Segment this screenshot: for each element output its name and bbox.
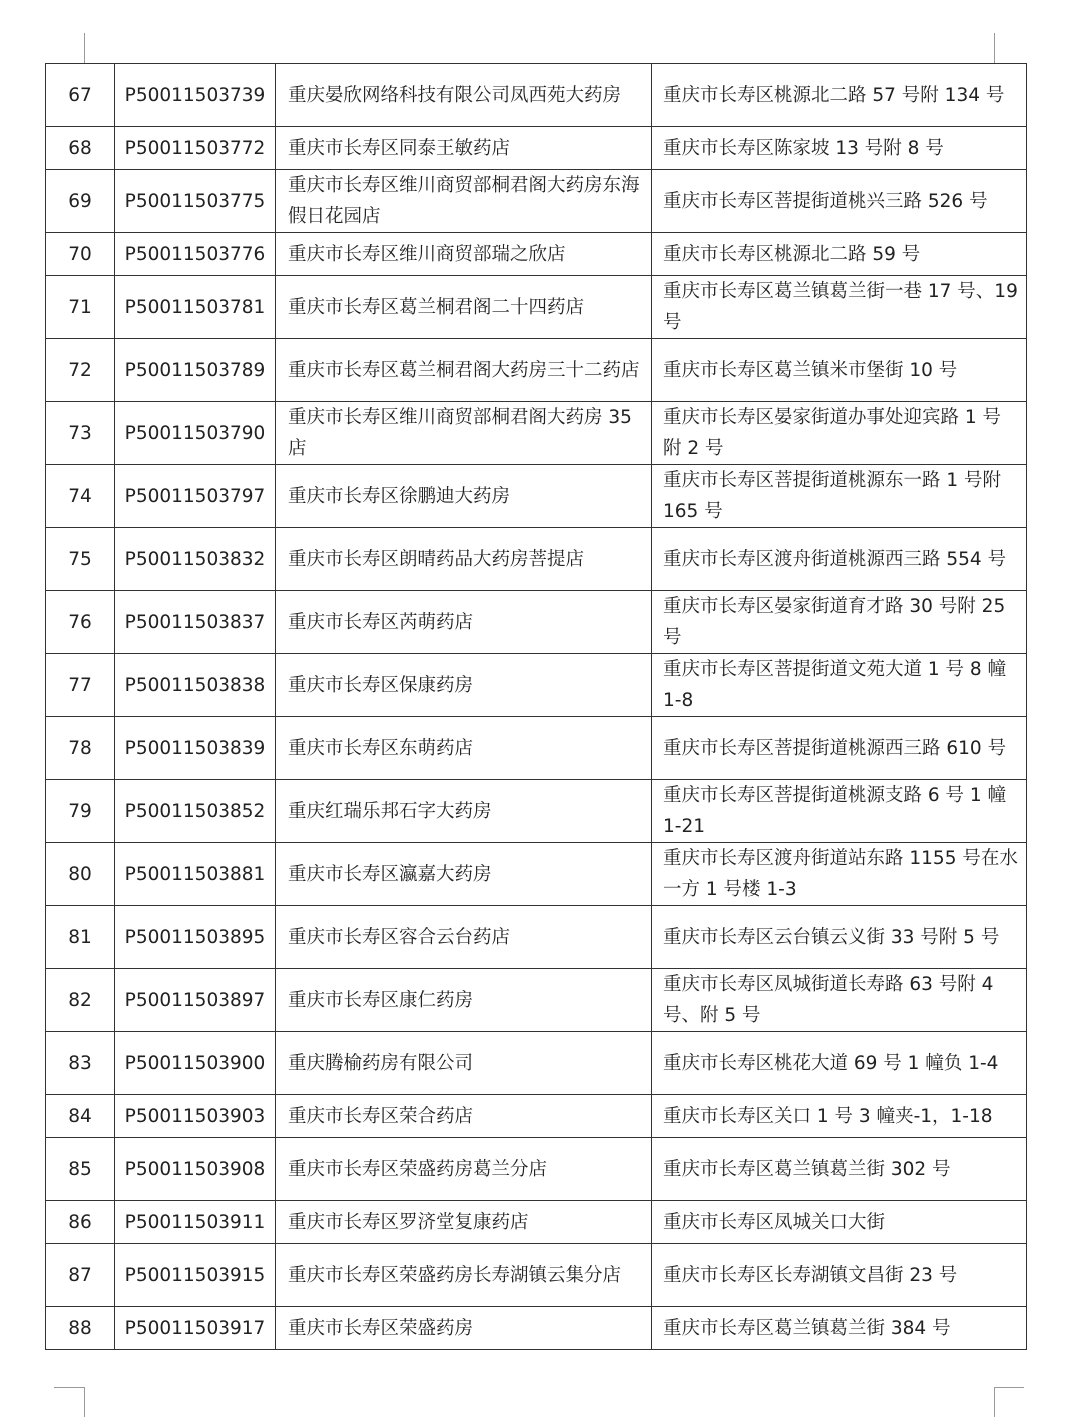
pharmacy-code-cell: P50011503837: [115, 591, 276, 654]
pharmacy-address-cell: 重庆市长寿区葛兰镇葛兰街一巷 17 号、19 号: [652, 276, 1027, 339]
pharmacy-address-cell: 重庆市长寿区关口 1 号 3 幢夹-1，1-18: [652, 1095, 1027, 1138]
pharmacy-code-cell: P50011503772: [115, 127, 276, 170]
pharmacy-address-cell: 重庆市长寿区菩提街道文苑大道 1 号 8 幢 1-8: [652, 654, 1027, 717]
pharmacy-code-cell: P50011503789: [115, 339, 276, 402]
pharmacy-code-cell: P50011503897: [115, 969, 276, 1032]
pharmacy-address-cell: 重庆市长寿区菩提街道桃源东一路 1 号附 165 号: [652, 465, 1027, 528]
pharmacy-name-cell: 重庆市长寿区荣盛药房: [276, 1307, 652, 1350]
pharmacy-name-cell: 重庆市长寿区东萌药店: [276, 717, 652, 780]
pharmacy-code-cell: P50011503775: [115, 170, 276, 233]
pharmacy-name-cell: 重庆市长寿区维川商贸部瑞之欣店: [276, 233, 652, 276]
table-row: [46, 528, 1027, 591]
table-row: [46, 1138, 1027, 1201]
pharmacy-name-cell: 重庆腾榆药房有限公司: [276, 1032, 652, 1095]
crop-mark-bottom-right-vertical: [994, 1387, 995, 1417]
pharmacy-code-cell: P50011503739: [115, 64, 276, 127]
table-row: [46, 1032, 1027, 1095]
pharmacy-name-cell: 重庆市长寿区徐鹏迪大药房: [276, 465, 652, 528]
crop-mark-bottom-right-horizontal: [994, 1387, 1024, 1388]
pharmacy-name-cell: 重庆市长寿区罗济堂复康药店: [276, 1201, 652, 1244]
pharmacy-name-cell: 重庆红瑞乐邦石字大药房: [276, 780, 652, 843]
pharmacy-name-cell: 重庆市长寿区维川商贸部桐君阁大药房东海假日花园店: [276, 170, 652, 233]
row-number-cell: 82: [46, 969, 115, 1032]
table-row: [46, 843, 1027, 906]
table-row: [46, 1095, 1027, 1138]
pharmacy-address-cell: 重庆市长寿区桃花大道 69 号 1 幢负 1-4: [652, 1032, 1027, 1095]
crop-mark-top-right-vertical: [994, 33, 995, 63]
pharmacy-address-cell: 重庆市长寿区渡舟街道站东路 1155 号在水一方 1 号楼 1-3: [652, 843, 1027, 906]
pharmacy-name-cell: 重庆市长寿区葛兰桐君阁二十四药店: [276, 276, 652, 339]
table-row: [46, 170, 1027, 233]
row-number-cell: 70: [46, 233, 115, 276]
pharmacy-table-body: [46, 64, 1027, 1350]
pharmacy-name-cell: 重庆市长寿区容合云台药店: [276, 906, 652, 969]
pharmacy-code-cell: P50011503839: [115, 717, 276, 780]
table-row: [46, 339, 1027, 402]
pharmacy-code-cell: P50011503832: [115, 528, 276, 591]
pharmacy-name-cell: 重庆市长寿区荣盛药房葛兰分店: [276, 1138, 652, 1201]
row-number-cell: 78: [46, 717, 115, 780]
pharmacy-address-cell: 重庆市长寿区菩提街道桃兴三路 526 号: [652, 170, 1027, 233]
row-number-cell: 72: [46, 339, 115, 402]
row-number-cell: 75: [46, 528, 115, 591]
pharmacy-address-cell: 重庆市长寿区桃源北二路 57 号附 134 号: [652, 64, 1027, 127]
pharmacy-code-cell: P50011503838: [115, 654, 276, 717]
crop-mark-top-left-vertical: [84, 33, 85, 63]
table-row: [46, 969, 1027, 1032]
pharmacy-name-cell: 重庆市长寿区葛兰桐君阁大药房三十二药店: [276, 339, 652, 402]
crop-mark-bottom-left-vertical: [84, 1387, 85, 1417]
pharmacy-address-cell: 重庆市长寿区陈家坡 13 号附 8 号: [652, 127, 1027, 170]
pharmacy-name-cell: 重庆市长寿区瀛嘉大药房: [276, 843, 652, 906]
row-number-cell: 67: [46, 64, 115, 127]
table-row: [46, 591, 1027, 654]
row-number-cell: 81: [46, 906, 115, 969]
pharmacy-name-cell: 重庆晏欣网络科技有限公司凤西苑大药房: [276, 64, 652, 127]
row-number-cell: 85: [46, 1138, 115, 1201]
pharmacy-code-cell: P50011503917: [115, 1307, 276, 1350]
table-row: [46, 780, 1027, 843]
pharmacy-code-cell: P50011503797: [115, 465, 276, 528]
pharmacy-address-cell: 重庆市长寿区凤城关口大街: [652, 1201, 1027, 1244]
pharmacy-name-cell: 重庆市长寿区荣合药店: [276, 1095, 652, 1138]
row-number-cell: 80: [46, 843, 115, 906]
pharmacy-table: [45, 63, 1027, 1350]
row-number-cell: 68: [46, 127, 115, 170]
row-number-cell: 86: [46, 1201, 115, 1244]
pharmacy-name-cell: 重庆市长寿区芮萌药店: [276, 591, 652, 654]
table-row: [46, 127, 1027, 170]
table-row: [46, 276, 1027, 339]
pharmacy-address-cell: 重庆市长寿区葛兰镇葛兰街 384 号: [652, 1307, 1027, 1350]
pharmacy-name-cell: 重庆市长寿区保康药房: [276, 654, 652, 717]
pharmacy-name-cell: 重庆市长寿区同泰王敏药店: [276, 127, 652, 170]
pharmacy-address-cell: 重庆市长寿区桃源北二路 59 号: [652, 233, 1027, 276]
pharmacy-code-cell: P50011503915: [115, 1244, 276, 1307]
crop-mark-bottom-left-horizontal: [54, 1387, 84, 1388]
table-row: [46, 64, 1027, 127]
table-row: [46, 1307, 1027, 1350]
row-number-cell: 71: [46, 276, 115, 339]
row-number-cell: 83: [46, 1032, 115, 1095]
table-row: [46, 717, 1027, 780]
pharmacy-address-cell: 重庆市长寿区葛兰镇葛兰街 302 号: [652, 1138, 1027, 1201]
pharmacy-code-cell: P50011503895: [115, 906, 276, 969]
pharmacy-code-cell: P50011503781: [115, 276, 276, 339]
table-row: [46, 1201, 1027, 1244]
row-number-cell: 76: [46, 591, 115, 654]
pharmacy-code-cell: P50011503852: [115, 780, 276, 843]
pharmacy-name-cell: 重庆市长寿区荣盛药房长寿湖镇云集分店: [276, 1244, 652, 1307]
row-number-cell: 77: [46, 654, 115, 717]
table-row: [46, 402, 1027, 465]
pharmacy-code-cell: P50011503911: [115, 1201, 276, 1244]
pharmacy-address-cell: 重庆市长寿区菩提街道桃源西三路 610 号: [652, 717, 1027, 780]
pharmacy-code-cell: P50011503903: [115, 1095, 276, 1138]
pharmacy-code-cell: P50011503790: [115, 402, 276, 465]
table-row: [46, 906, 1027, 969]
row-number-cell: 73: [46, 402, 115, 465]
pharmacy-code-cell: P50011503908: [115, 1138, 276, 1201]
table-row: [46, 465, 1027, 528]
table-row: [46, 233, 1027, 276]
pharmacy-name-cell: 重庆市长寿区维川商贸部桐君阁大药房 35 店: [276, 402, 652, 465]
row-number-cell: 69: [46, 170, 115, 233]
pharmacy-address-cell: 重庆市长寿区晏家街道办事处迎宾路 1 号附 2 号: [652, 402, 1027, 465]
table-row: [46, 654, 1027, 717]
pharmacy-address-cell: 重庆市长寿区云台镇云义街 33 号附 5 号: [652, 906, 1027, 969]
row-number-cell: 79: [46, 780, 115, 843]
row-number-cell: 87: [46, 1244, 115, 1307]
table-row: [46, 1244, 1027, 1307]
pharmacy-address-cell: 重庆市长寿区葛兰镇米市堡街 10 号: [652, 339, 1027, 402]
pharmacy-code-cell: P50011503881: [115, 843, 276, 906]
row-number-cell: 88: [46, 1307, 115, 1350]
pharmacy-code-cell: P50011503900: [115, 1032, 276, 1095]
pharmacy-address-cell: 重庆市长寿区菩提街道桃源支路 6 号 1 幢 1-21: [652, 780, 1027, 843]
pharmacy-address-cell: 重庆市长寿区凤城街道长寿路 63 号附 4 号、附 5 号: [652, 969, 1027, 1032]
pharmacy-address-cell: 重庆市长寿区渡舟街道桃源西三路 554 号: [652, 528, 1027, 591]
pharmacy-name-cell: 重庆市长寿区朗晴药品大药房菩提店: [276, 528, 652, 591]
pharmacy-address-cell: 重庆市长寿区长寿湖镇文昌街 23 号: [652, 1244, 1027, 1307]
row-number-cell: 74: [46, 465, 115, 528]
pharmacy-name-cell: 重庆市长寿区康仁药房: [276, 969, 652, 1032]
pharmacy-code-cell: P50011503776: [115, 233, 276, 276]
pharmacy-address-cell: 重庆市长寿区晏家街道育才路 30 号附 25 号: [652, 591, 1027, 654]
row-number-cell: 84: [46, 1095, 115, 1138]
